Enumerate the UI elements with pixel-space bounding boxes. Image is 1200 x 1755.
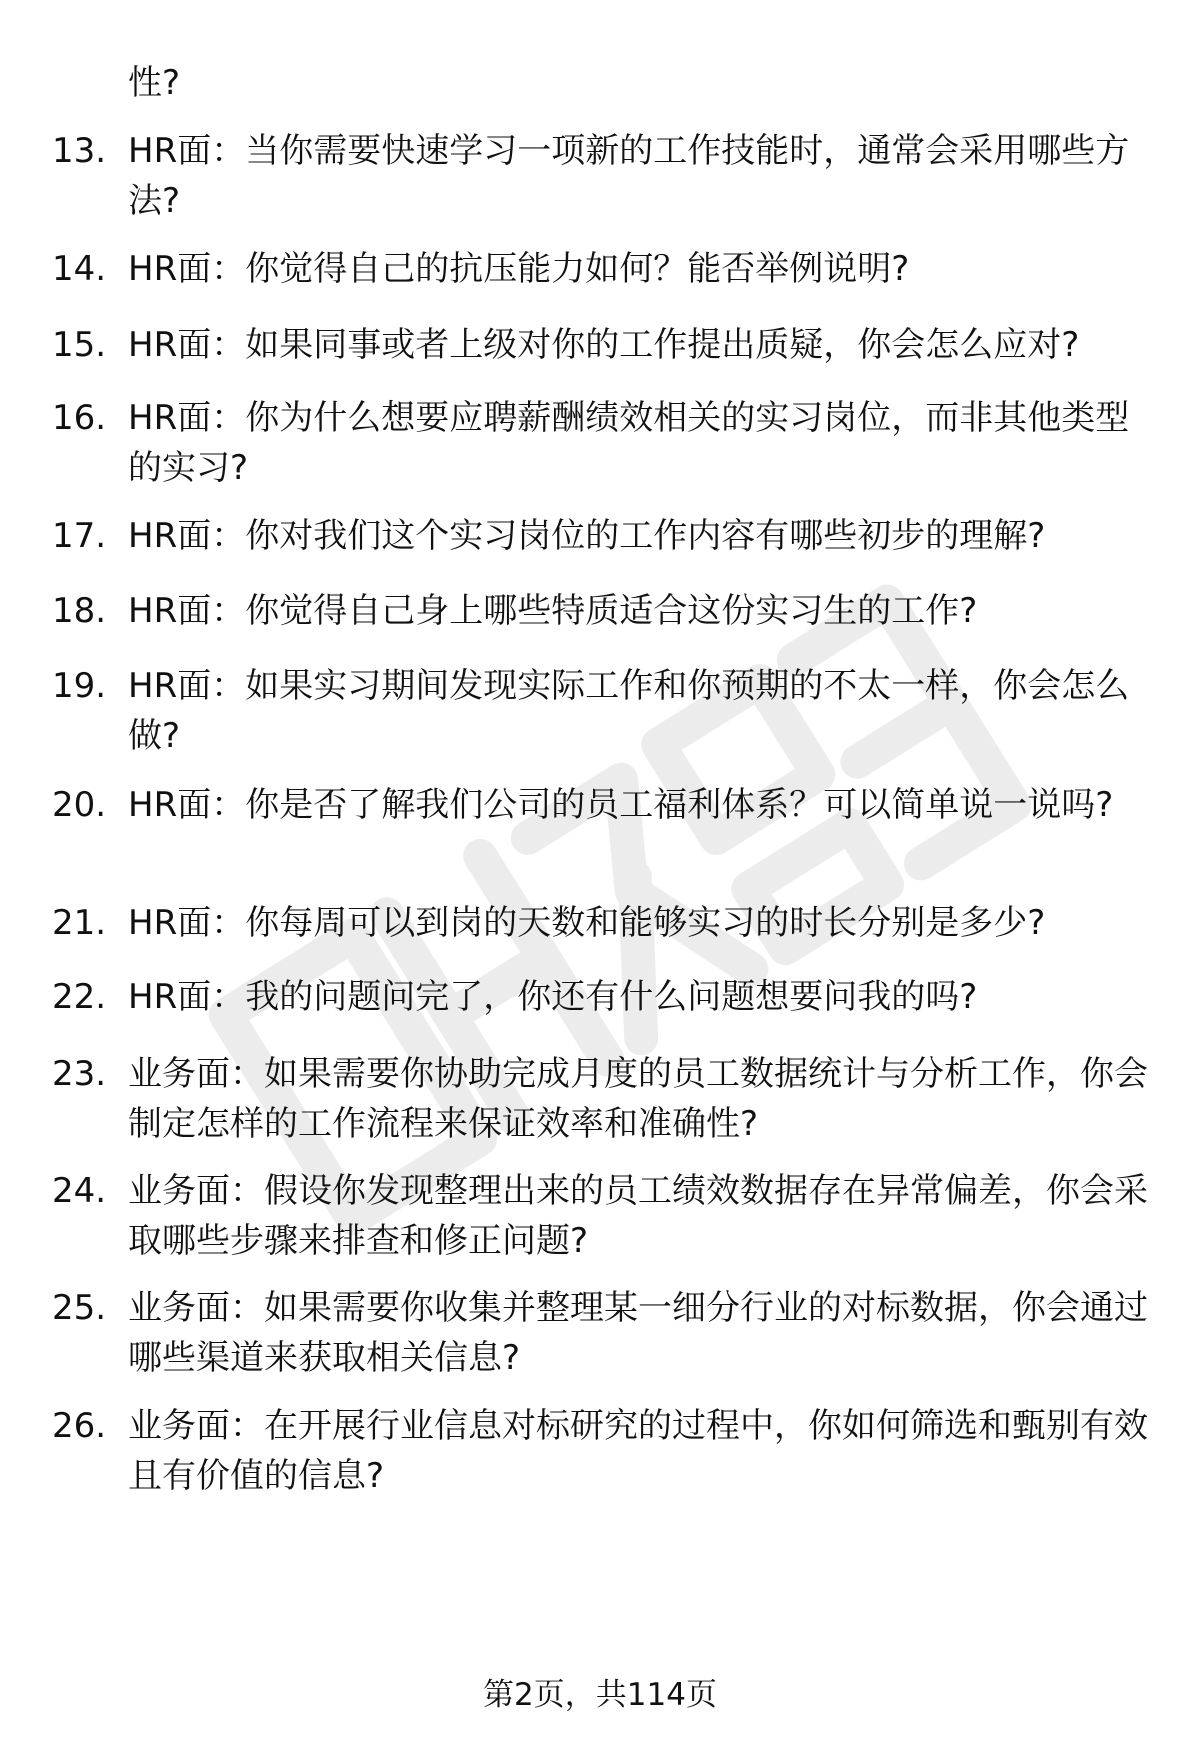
continuation-line: 性? (128, 63, 181, 103)
question-number: 23. (52, 1054, 107, 1094)
question-number: 26. (52, 1406, 107, 1446)
question-text: HR面：你觉得自己身上哪些特质适合这份实习生的工作? (128, 591, 978, 631)
question-text: 业务面：假设你发现整理出来的员工绩效数据存在异常偏差，你会采取哪些步骤来排查和修正问题? (128, 1171, 1148, 1261)
question-text: HR面：你每周可以到岗的天数和能够实习的时长分别是多少? (128, 903, 1046, 943)
question-number: 13. (52, 131, 107, 171)
question-number: 18. (52, 591, 107, 631)
question-number: 24. (52, 1171, 107, 1211)
question-number: 17. (52, 516, 107, 556)
question-number: 16. (52, 398, 107, 438)
page-footer: 第2页，共114页 (483, 1677, 717, 1713)
question-text: HR面：当你需要快速学习一项新的工作技能时，通常会采用哪些方法? (128, 131, 1130, 221)
question-number: 14. (52, 249, 107, 289)
question-number: 22. (52, 977, 107, 1017)
question-number: 19. (52, 666, 107, 706)
question-text: HR面：你为什么想要应聘薪酬绩效相关的实习岗位，而非其他类型的实习? (128, 398, 1130, 488)
question-text: 业务面：在开展行业信息对标研究的过程中，你如何筛选和甄别有效且有价值的信息? (128, 1406, 1148, 1496)
question-text: HR面：我的问题问完了，你还有什么问题想要问我的吗? (128, 977, 978, 1017)
question-number: 15. (52, 325, 107, 365)
question-text: HR面：如果实习期间发现实际工作和你预期的不太一样，你会怎么做? (128, 666, 1130, 756)
question-text: 业务面：如果需要你协助完成月度的员工数据统计与分析工作，你会制定怎样的工作流程来保证效率和准确性? (128, 1054, 1148, 1144)
question-number: 25. (52, 1288, 107, 1328)
question-number: 21. (52, 903, 107, 943)
question-text: 业务面：如果需要你收集并整理某一细分行业的对标数据，你会通过哪些渠道来获取相关信息? (128, 1288, 1148, 1378)
question-text: HR面：你觉得自己的抗压能力如何？能否举例说明? (128, 249, 910, 289)
question-text: HR面：你是否了解我们公司的员工福利体系？可以简单说一说吗? (128, 785, 1114, 825)
question-text: HR面：如果同事或者上级对你的工作提出质疑，你会怎么应对? (128, 325, 1080, 365)
question-number: 20. (52, 785, 107, 825)
question-text: HR面：你对我们这个实习岗位的工作内容有哪些初步的理解? (128, 516, 1046, 556)
